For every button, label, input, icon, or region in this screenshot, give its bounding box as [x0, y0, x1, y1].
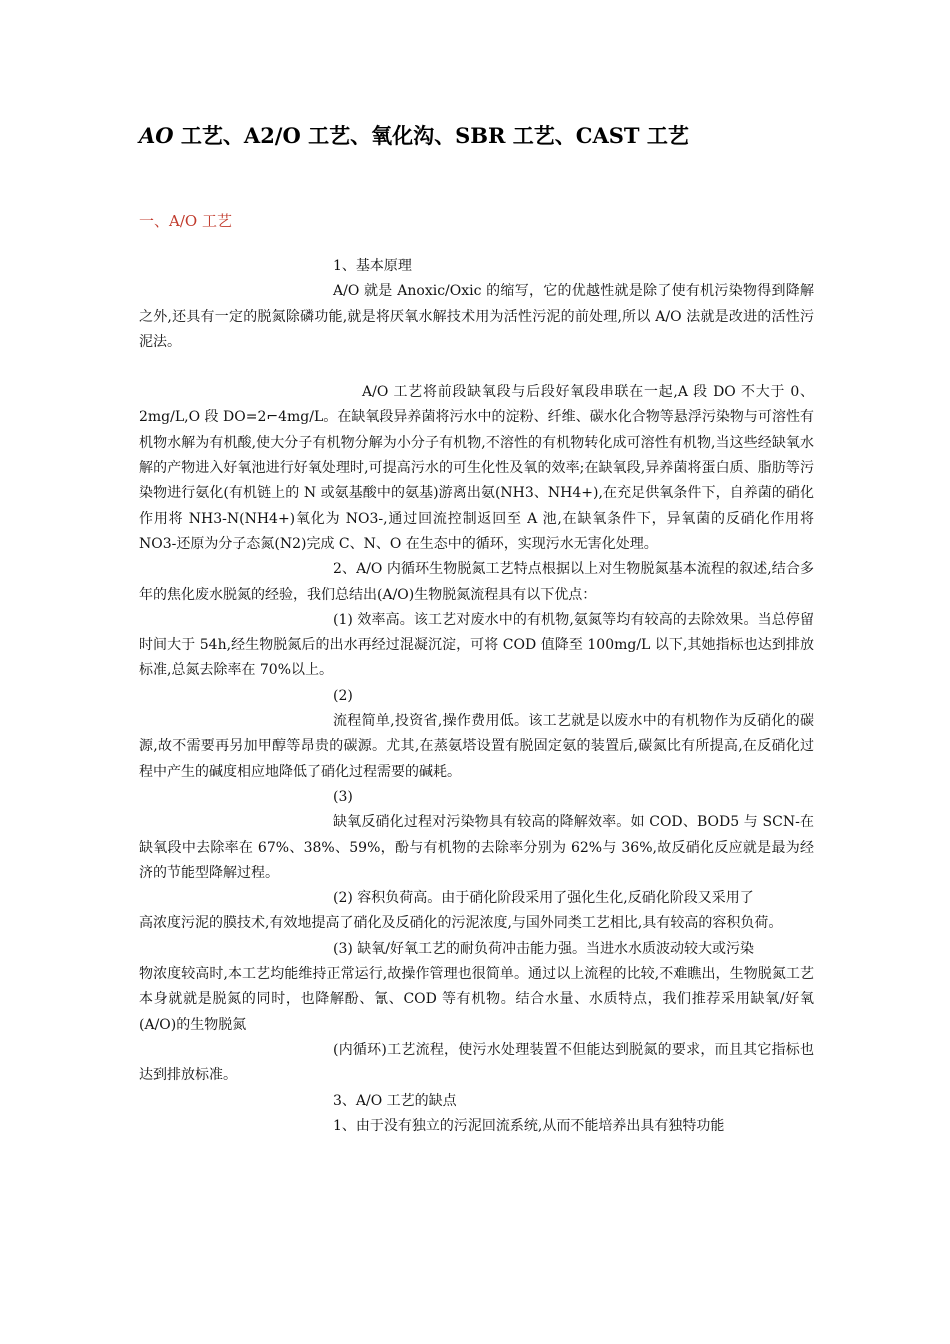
paragraph-features-intro: 2、A/O 内循环生物脱氮工艺特点根据以上对生物脱氮基本流程的叙述,结合多年的焦化废水脱氮的经验，我们总结出(A/O)生物脱氮流程具有以下优点：: [139, 561, 814, 603]
paragraph-gap: [139, 355, 814, 380]
paragraph-disadvantage-1: 1、由于没有独立的污泥回流系统,从而不能培养出具有独特功能: [333, 1117, 725, 1134]
paragraph-impact-resistance-head: (3) 缺氧/好氧工艺的耐负荷冲击能力强。当进水水质波动较大或污染: [333, 940, 754, 957]
paragraph-advantage-2: 流程简单,投资省,操作费用低。该工艺就是以废水中的有机物作为反硝化的碳源,故不需要再另加甲醇等昂贵的碳源。尤其,在蒸氨塔设置有脱固定氨的装置后,碳氮比有所提高,在反硝化过程中产生的碱度相应地降低了硝化过程需要的碱耗。: [139, 713, 814, 780]
paragraph-advantage-2-number: (2): [333, 687, 353, 704]
paragraph-ao-definition: A/O 就是 Anoxic/Oxic 的缩写，它的优越性就是除了使有机污染物得到降解之外,还具有一定的脱氮除磷功能,就是将厌氧水解技术用为活性污泥的前处理,所以 A/O 法就是改进的活性污泥法。: [139, 283, 814, 350]
paragraph-volume-load-body: 高浓度污泥的膜技术,有效地提高了硝化及反硝化的污泥浓度,与国外同类工艺相比,具有较高的容积负荷。: [139, 915, 783, 932]
paragraph-advantage-3: 缺氧反硝化过程对污染物具有较高的降解效率。如 COD、BOD5 与 SCN-在缺氧段中去除率在 67%、38%、59%，酚与有机物的去除率分别为 62%与 36%,故反硝化反应就是最为经济的节能型降解过程。: [139, 814, 814, 881]
paragraph-advantage-3-number: (3): [333, 788, 353, 805]
document-body: [139, 254, 814, 1139]
paragraph-basic-principle-heading: 1、基本原理: [333, 258, 412, 274]
section-heading: 一、A/O 工艺: [139, 212, 232, 230]
title-ao: AO: [139, 123, 174, 148]
paragraph-recommendation: (内循环)工艺流程，使污水处理装置不但能达到脱氮的要求，而且其它指标也达到排放标准。: [139, 1041, 814, 1084]
document-title: [139, 121, 839, 151]
paragraph-impact-resistance-body: 物浓度较高时,本工艺均能维持正常运行,故操作管理也很简单。通过以上流程的比较,不难瞧出，生物脱氮工艺本身就就是脱氮的同时，也降解酚、氰、COD 等有机物。结合水量、水质特点，我们推荐采用缺氧/好氧(A/O)的生物脱氮: [139, 966, 814, 1033]
paragraph-disadvantages-heading: 3、A/O 工艺的缺点: [333, 1092, 457, 1109]
title-rest: 工艺、A2/O 工艺、氧化沟、SBR 工艺、CAST 工艺: [173, 123, 689, 148]
paragraph-ao-process: A/O 工艺将前段缺氧段与后段好氧段串联在一起,A 段 DO 不大于 0、2mg/L,O 段 DO=2⌐4mg/L。在缺氧段异养菌将污水中的淀粉、纤维、碳水化合物等悬浮污染物与可溶性有机物水解为有机酸,使大分子有机物分解为小分子有机物,不溶性的有机物转化成可溶性有机物,当这些经缺氧水解的产物进入好氧池进行好氧处理时,可提高污水的可生化性及氧的效率;在缺氧段,异养菌将蛋白质、脂肪等污染物进行氨化(有机链上的 N 或氨基酸中的氨基)游离出氨(NH3、NH4+),在充足供氧条件下，自养菌的硝化作用将 NH3-N(NH4+)氧化为 NO3-,通过回流控制返回至 A 池,在缺氧条件下，异氧菌的反硝化作用将 NO3-还原为分子态氮(N2)完成 C、N、O 在生态中的循环，实现污水无害化处理。: [139, 384, 814, 552]
paragraph-volume-load-head: (2) 容积负荷高。由于硝化阶段采用了强化生化,反硝化阶段又采用了: [333, 890, 754, 907]
paragraph-advantage-1: (1) 效率高。该工艺对废水中的有机物,氨氮等均有较高的去除效果。当总停留时间大于 54h,经生物脱氮后的出水再经过混凝沉淀，可将 COD 值降至 100mg/L 以下,其她指标也达到排放标准,总氮去除率在 70%以上。: [139, 611, 814, 679]
